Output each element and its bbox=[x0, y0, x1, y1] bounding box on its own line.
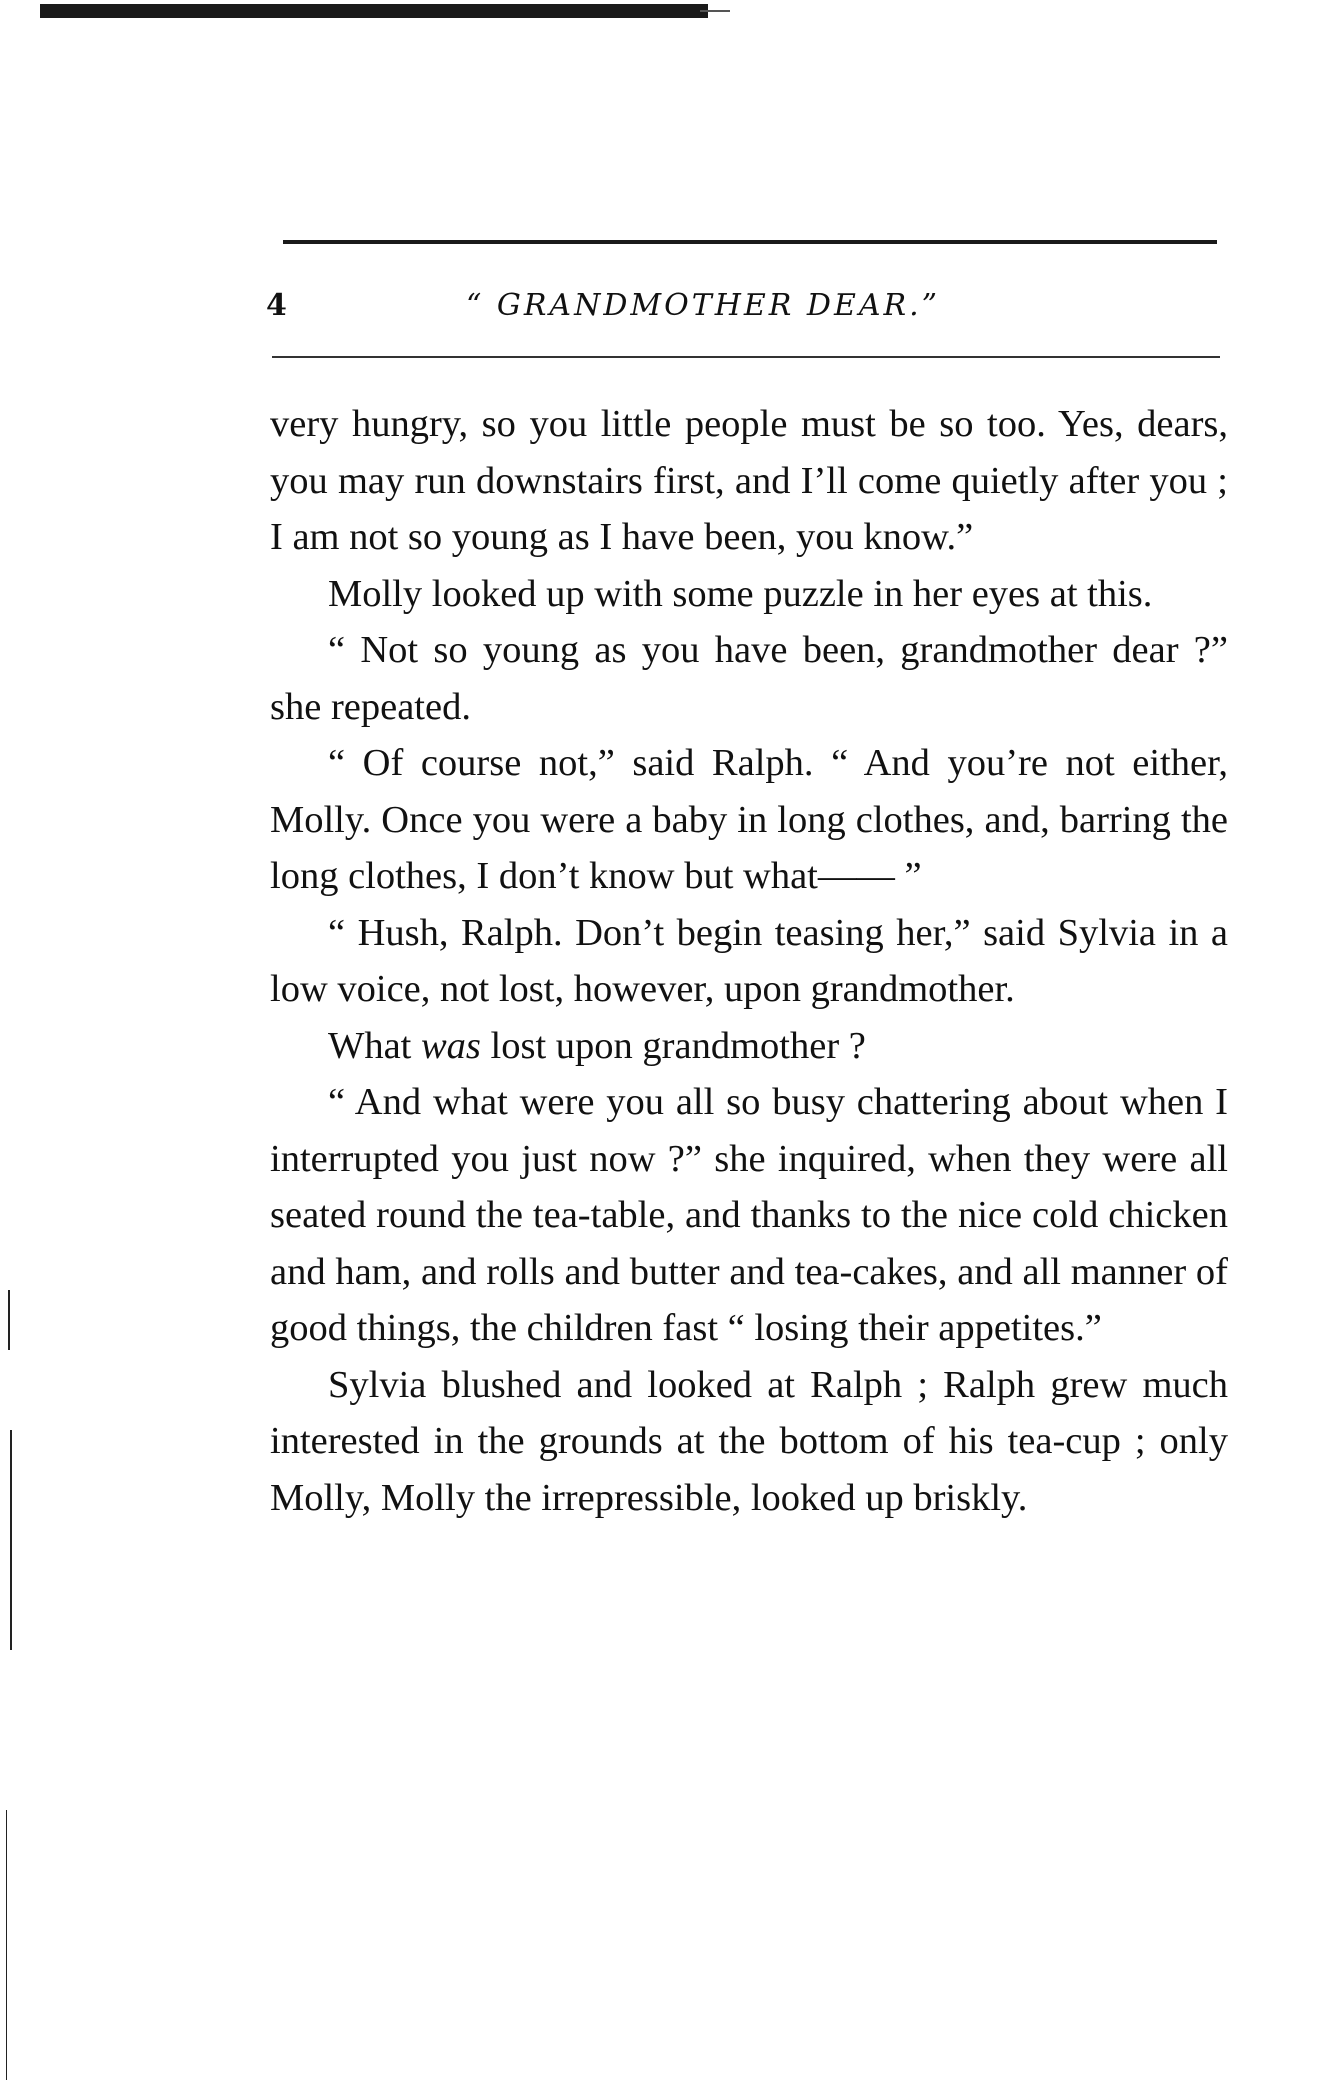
scan-edge-bar bbox=[40, 4, 708, 18]
paragraph bbox=[270, 1018, 1228, 1075]
header-rule-bottom bbox=[272, 356, 1220, 358]
binding-mark bbox=[6, 1810, 7, 2080]
scan-edge-mark bbox=[700, 10, 730, 12]
running-title: “ GRANDMOTHER DEAR.” bbox=[466, 288, 940, 323]
paragraph: “ Of course not,” said Ralph. “ And you’re not either, Molly. Once you were a baby in long clothes, and, barring the long clothes, I don’t know but what—— ” bbox=[270, 742, 1228, 897]
running-head bbox=[266, 288, 1218, 332]
header-rule-top bbox=[283, 240, 1217, 244]
binding-mark bbox=[10, 1430, 12, 1650]
paragraph: “ Not so young as you have been, grandmother dear ?” she repeated. bbox=[270, 629, 1228, 728]
paragraph-continued: very hungry, so you little people must be so too. Yes, dears, you may run downstairs first, and I’ll come quietly after you ; I am not so young as I have been, you know.” bbox=[270, 403, 1228, 558]
emphasis-text: was bbox=[421, 1024, 481, 1067]
paragraph: “ And what were you all so busy chattering about when I interrupted you just now ?” she inquired, when they were all seated round the tea-table, and thanks to the nice cold chicken and ham, and rolls and butter and tea-cakes, and all manner of good things, the children fast “ losing their appetites.” bbox=[270, 1081, 1228, 1349]
paragraph-text: What bbox=[328, 1024, 421, 1067]
paragraph: Molly looked up with some puzzle in her eyes at this. bbox=[328, 572, 1153, 615]
binding-mark bbox=[8, 1290, 10, 1350]
paragraph: “ Hush, Ralph. Don’t begin teasing her,” said Sylvia in a low voice, not lost, however, upon grandmother. bbox=[270, 911, 1228, 1010]
paragraph: Sylvia blushed and looked at Ralph ; Ralph grew much interested in the grounds at the bottom of his tea-cup ; only Molly, Molly the irrepressible, looked up briskly. bbox=[270, 1363, 1228, 1519]
paragraph-text: lost upon grandmother ? bbox=[480, 1024, 866, 1067]
page-number: 4 bbox=[266, 288, 287, 323]
page-body bbox=[270, 396, 1228, 1526]
